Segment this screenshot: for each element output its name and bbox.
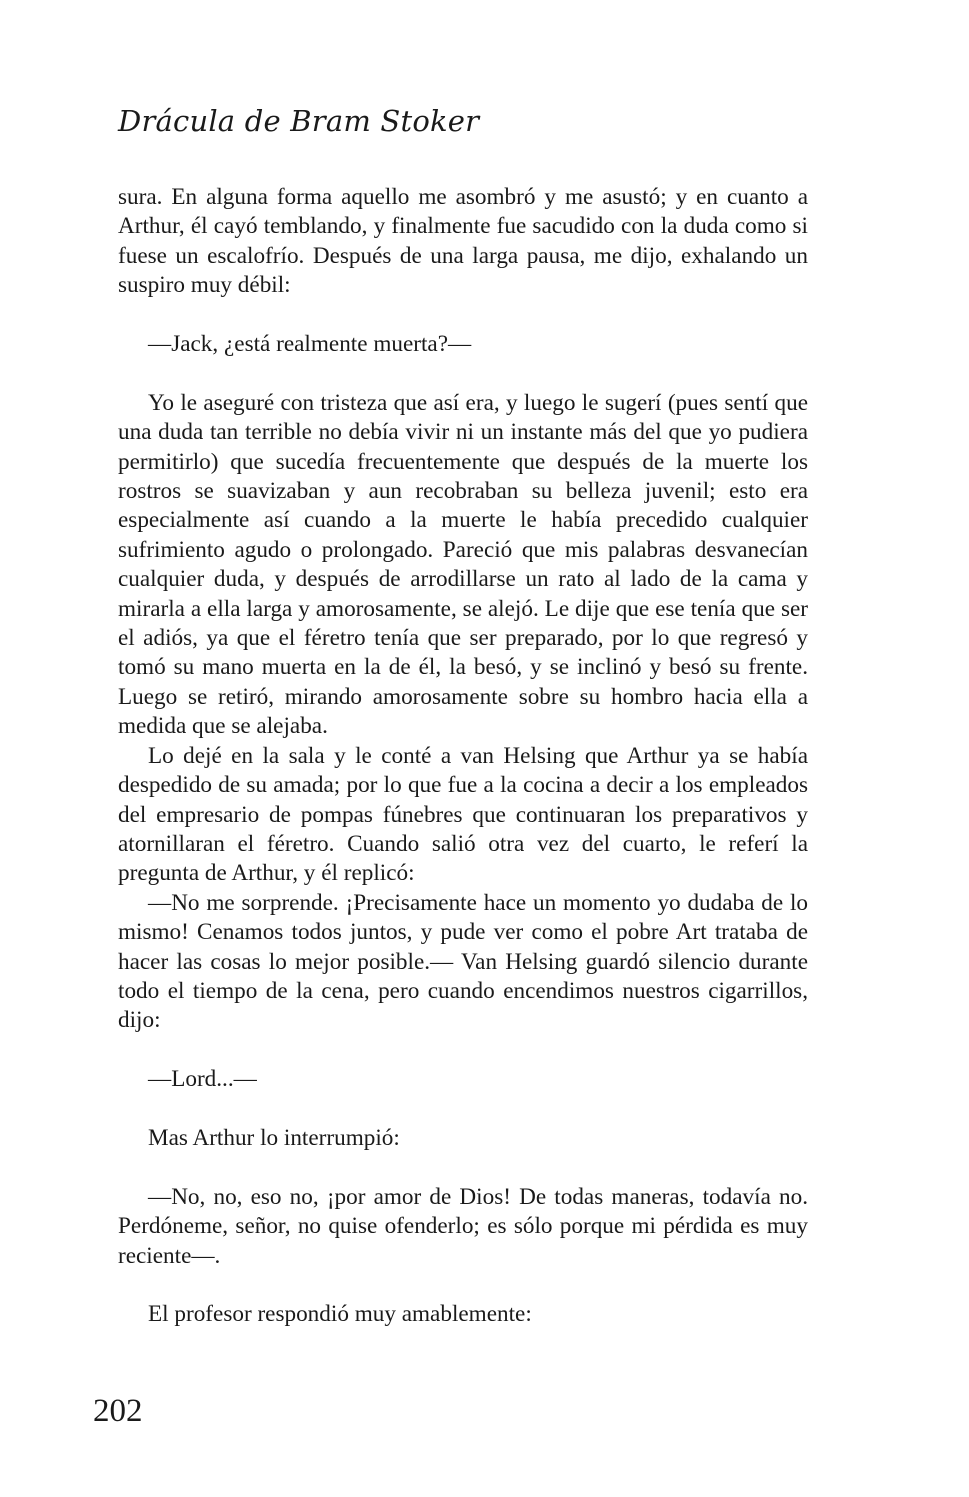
paragraph-dialogue: —No, no, eso no, ¡por amor de Dios! De todas maneras, todavía no. Perdóneme, señor, no quise ofenderlo; es sólo porque mi pérdida es muy reciente—. [118,1183,808,1269]
paragraph-narration: Mas Arthur lo interrumpió: [148,1124,400,1151]
paragraph-continued: sura. En alguna forma aquello me asombró y me asustó; y en cuanto a Arthur, él cayó temblando, y finalmente fue sacudido con la duda como si fuese un escalofrío. Después de una larga pausa, me dijo, exhalando un suspiro muy débil: [118,184,808,299]
page-number: 202 [93,1393,143,1429]
paragraph-narration: El profesor respondió muy amablemente: [148,1301,532,1328]
paragraph-narration: Lo dejé en la sala y le conté a van Helsing que Arthur ya se había despedido de su amada; por lo que fue a la cocina a decir a los empleados del empresario de pompas fúnebres que continuaran los preparativos y atornillaran el féretro. Cuando salió otra vez del cuarto, le referí la pregunta de Arthur, y él replicó: [118,742,808,887]
paragraph-dialogue: —Jack, ¿está realmente muerta?— [148,331,472,358]
running-header-title: Drácula de Bram Stoker [118,104,480,138]
body-text [118,183,808,1330]
paragraph-narration: Yo le aseguré con tristeza que así era, y luego le sugerí (pues sentí que una duda tan terrible no debía vivir ni un instante más del que yo pudiera permitirlo) que sucedía frecuentemente que después de la muerte los rostros se suavizaban y aun recobraban su belleza juvenil; esto era especialmente así cuando a la muerte le había precedido cualquier sufrimiento agudo o prolongado. Pareció que mis palabras desvanecían cualquier duda, y después de arrodillarse un rato al lado de la cama y mirarla a ella larga y amorosamente, se alejó. Le dije que ese tenía que ser el adiós, ya que el féretro tenía que ser preparado, por lo que regresó y tomó su mano muerta en la de él, la besó, y se inclinó y besó su frente. Luego se retiró, mirando amorosamente sobre su hombro hacia ella a medida que se alejaba. [118,389,808,740]
paragraph-dialogue: —Lord...— [148,1066,257,1093]
paragraph-dialogue: —No me sorprende. ¡Precisamente hace un momento yo dudaba de lo mismo! Cenamos todos juntos, y pude ver como el pobre Art trataba de hacer las cosas lo mejor posible.— Van Helsing guardó silencio durante todo el tiempo de la cena, pero cuando encendimos nuestros cigarrillos, dijo: [118,889,808,1034]
